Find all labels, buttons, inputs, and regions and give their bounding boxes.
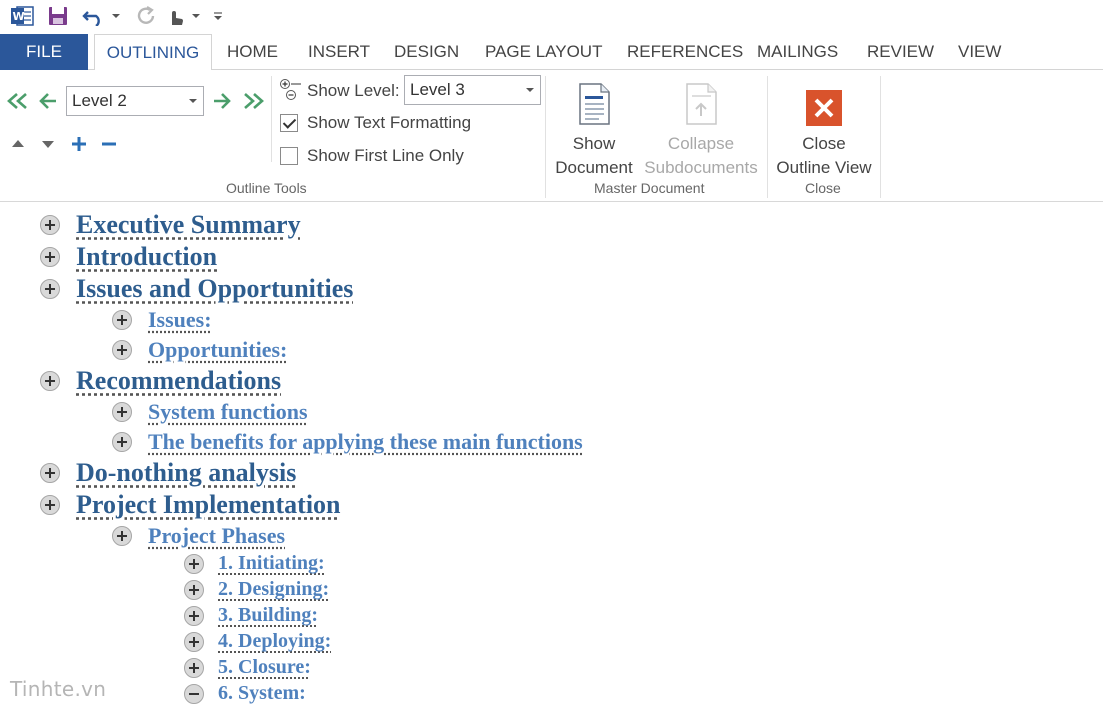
- move-down-icon[interactable]: [42, 141, 54, 148]
- tab-design[interactable]: DESIGN: [394, 42, 460, 61]
- outline-heading[interactable]: [184, 604, 318, 627]
- outline-heading[interactable]: [40, 210, 301, 240]
- heading-text[interactable]: Introduction: [76, 242, 218, 271]
- expand-heading-icon[interactable]: [184, 554, 204, 574]
- expand-heading-icon[interactable]: [184, 632, 204, 652]
- heading-text[interactable]: Opportunities:: [148, 337, 288, 362]
- heading-text[interactable]: 5. Closure:: [218, 656, 311, 678]
- divider: [271, 76, 272, 162]
- show-level-value: Level 3: [410, 80, 465, 99]
- expand-heading-icon[interactable]: [184, 606, 204, 626]
- show-document-line1: Show: [572, 134, 616, 153]
- outline-heading[interactable]: [184, 682, 306, 705]
- expand-heading-icon[interactable]: [184, 658, 204, 678]
- save-icon[interactable]: [46, 4, 70, 28]
- show-text-formatting-checkbox[interactable]: [280, 110, 471, 136]
- checkbox-checked-icon[interactable]: [280, 114, 298, 132]
- tab-file[interactable]: FILE: [0, 34, 88, 70]
- heading-text[interactable]: 1. Initiating:: [218, 552, 325, 574]
- collapse-heading-icon[interactable]: [184, 684, 204, 704]
- collapse-line1: Collapse: [667, 134, 735, 153]
- outline-heading[interactable]: [40, 242, 217, 272]
- watermark: Tinhte.vn: [10, 677, 107, 701]
- redo-icon[interactable]: [134, 4, 158, 28]
- tab-insert[interactable]: INSERT: [308, 42, 371, 61]
- close-outline-view-button[interactable]: [771, 76, 877, 180]
- ribbon: [0, 70, 1103, 202]
- customize-icon[interactable]: [210, 4, 226, 28]
- outline-heading[interactable]: [184, 578, 329, 601]
- expand-heading-icon[interactable]: [112, 402, 132, 422]
- tab-mailings[interactable]: MAILINGS: [757, 42, 839, 61]
- show-level-label: Show Level:: [307, 81, 400, 100]
- outline-heading[interactable]: [40, 490, 341, 520]
- heading-text[interactable]: Project Phases: [148, 523, 286, 548]
- tab-outlining[interactable]: OUTLINING: [94, 34, 212, 71]
- demote-to-body-icon[interactable]: [239, 91, 265, 115]
- ribbon-tabs: [0, 34, 1103, 70]
- expand-heading-icon[interactable]: [40, 247, 60, 267]
- outline-tools-label: Outline Tools: [226, 180, 307, 196]
- move-up-icon[interactable]: [12, 140, 24, 147]
- chevron-down-icon: [526, 88, 534, 92]
- expand-heading-icon[interactable]: [40, 371, 60, 391]
- heading-text[interactable]: 3. Building:: [218, 604, 319, 626]
- expand-heading-icon[interactable]: [40, 463, 60, 483]
- heading-text[interactable]: Do-nothing analysis: [76, 458, 297, 487]
- outline-heading[interactable]: [40, 274, 353, 304]
- close-outline-icon: [771, 76, 877, 126]
- promote-to-heading1-icon[interactable]: [6, 91, 32, 115]
- close-line1: Close: [802, 134, 846, 153]
- tab-review[interactable]: REVIEW: [867, 42, 935, 61]
- document-outline-area[interactable]: [0, 203, 1103, 707]
- tab-page-layout[interactable]: PAGE LAYOUT: [485, 42, 603, 61]
- outline-heading[interactable]: [40, 366, 281, 396]
- outline-heading[interactable]: [184, 656, 311, 679]
- heading-text[interactable]: The benefits for applying these main functions: [148, 429, 583, 454]
- tab-home[interactable]: HOME: [227, 42, 278, 61]
- master-document-label: Master Document: [594, 180, 705, 196]
- heading-text[interactable]: Recommendations: [76, 366, 282, 395]
- show-document-line2: Document: [555, 158, 633, 177]
- heading-text[interactable]: Issues:: [148, 307, 212, 332]
- expand-heading-icon[interactable]: [112, 526, 132, 546]
- checkbox-unchecked-icon[interactable]: [280, 147, 298, 165]
- expand-heading-icon[interactable]: [184, 580, 204, 600]
- svg-text:W: W: [12, 10, 25, 23]
- expand-heading-icon[interactable]: [112, 340, 132, 360]
- show-first-line-only-checkbox[interactable]: [280, 143, 464, 169]
- heading-text[interactable]: 6. System:: [218, 682, 306, 704]
- outline-heading[interactable]: [112, 307, 212, 333]
- heading-text[interactable]: Project Implementation: [76, 490, 341, 519]
- close-group-label: Close: [805, 180, 841, 196]
- undo-icon[interactable]: [82, 4, 122, 28]
- promote-icon[interactable]: [38, 91, 58, 115]
- outline-heading[interactable]: [40, 458, 296, 488]
- expand-heading-icon[interactable]: [40, 279, 60, 299]
- heading-text[interactable]: System functions: [148, 399, 308, 424]
- show-first-line-only-label: Show First Line Only: [307, 146, 464, 165]
- outline-heading[interactable]: [112, 523, 285, 549]
- heading-text[interactable]: Issues and Opportunities: [76, 274, 354, 303]
- touch-mode-icon[interactable]: [166, 4, 202, 28]
- collapse-subdocuments-button[interactable]: [640, 76, 762, 180]
- show-level-icon: [279, 78, 303, 102]
- show-level-combo[interactable]: [404, 75, 541, 105]
- expand-heading-icon[interactable]: [40, 215, 60, 235]
- show-document-button[interactable]: [551, 76, 637, 180]
- expand-heading-icon[interactable]: [112, 310, 132, 330]
- group-separator: [545, 76, 546, 198]
- show-text-formatting-label: Show Text Formatting: [307, 113, 472, 132]
- expand-icon[interactable]: [71, 136, 87, 152]
- chevron-down-icon: [189, 99, 197, 103]
- outline-heading[interactable]: [184, 630, 331, 653]
- group-separator: [767, 76, 768, 198]
- close-line2: Outline View: [776, 158, 872, 177]
- outline-heading[interactable]: [112, 337, 287, 363]
- heading-text[interactable]: Executive Summary: [76, 210, 301, 239]
- heading-text[interactable]: 4. Deploying:: [218, 630, 332, 652]
- word-logo-icon: [9, 4, 35, 28]
- outline-level-combo[interactable]: [66, 86, 204, 116]
- expand-heading-icon[interactable]: [40, 495, 60, 515]
- show-document-icon: [551, 76, 637, 126]
- tab-references[interactable]: REFERENCES: [627, 42, 744, 61]
- collapse-icon[interactable]: [101, 136, 117, 152]
- group-separator: [880, 76, 881, 198]
- demote-icon[interactable]: [212, 91, 232, 115]
- outline-heading[interactable]: [112, 429, 583, 455]
- quick-access-toolbar: [0, 0, 1103, 34]
- expand-heading-icon[interactable]: [112, 432, 132, 452]
- collapse-line2: Subdocuments: [644, 158, 758, 177]
- tab-view[interactable]: VIEW: [958, 42, 1002, 61]
- heading-text[interactable]: 2. Designing:: [218, 578, 330, 600]
- outline-heading[interactable]: [184, 552, 325, 575]
- outline-heading[interactable]: [112, 399, 308, 425]
- outline-level-value: Level 2: [72, 91, 127, 110]
- collapse-subdocuments-icon: [640, 76, 762, 126]
